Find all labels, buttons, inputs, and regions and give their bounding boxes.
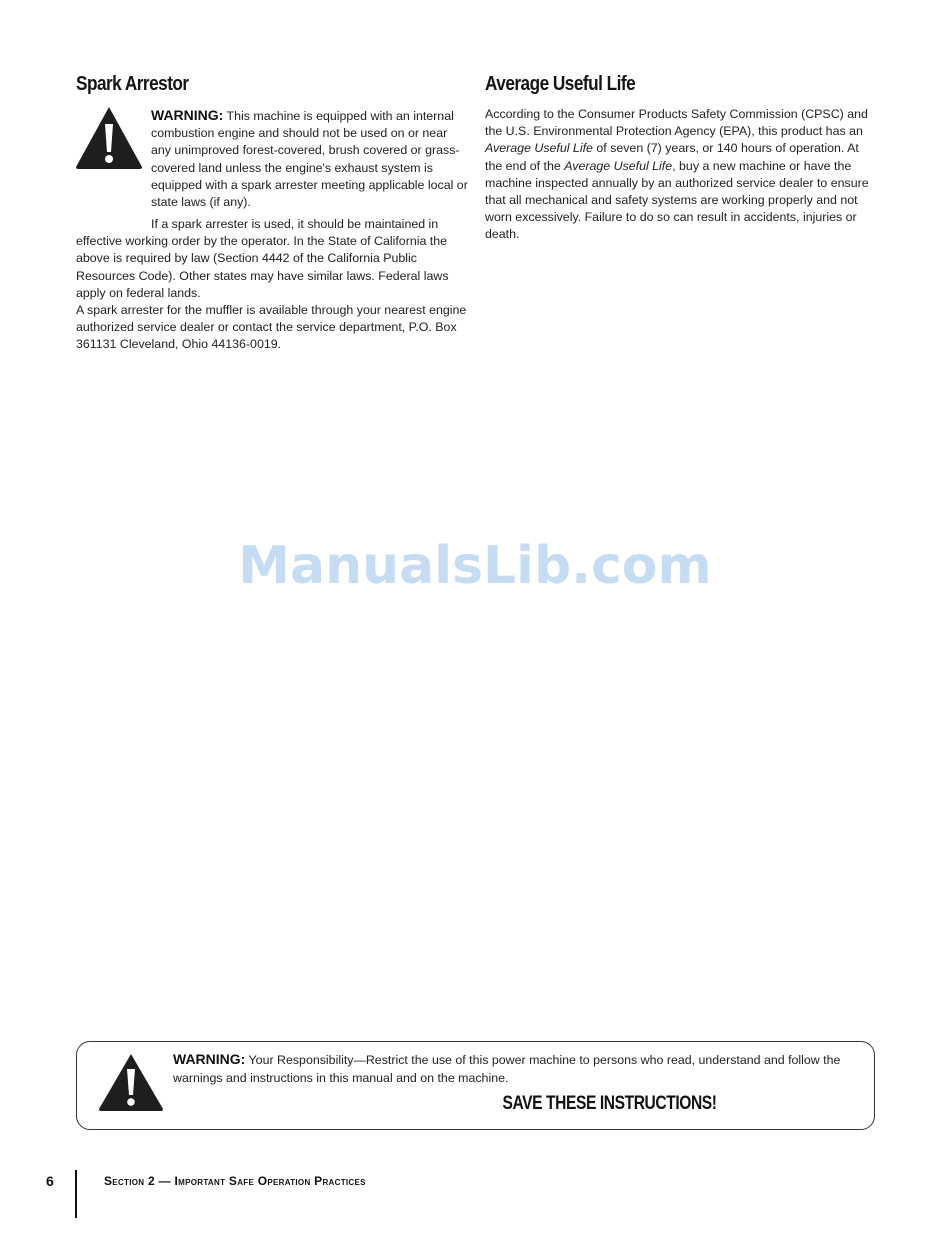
save-these-instructions [340,1093,880,1115]
spark-arrester-availability-paragraph: A spark arrester for the muffler is available through your nearest engine authorized service dealer or contact the service department, P.O. Box 361131 Cleveland, Ohio 44136-0019. [76,303,467,352]
average-useful-life-paragraph [485,106,869,244]
manualslib-watermark: ManualsLib.com [238,536,712,596]
page-number: 6 [46,1173,54,1189]
avg-italic-1: Average Useful Life [485,141,593,156]
spark-warning-block [151,107,469,211]
avg-italic-2: Average Useful Life [564,158,673,173]
warning-triangle-icon [97,1052,165,1112]
avg-text-2: of seven (7) years, or 140 hours of operation. At the end of the [485,141,859,173]
avg-text-1: According to the Consumer Products Safety Commission (CPSC) and the U.S. Environmental Protection Agency (EPA), this product has an [485,107,868,139]
spark-arrester-maintenance-paragraph: If a spark arrester is used, it should be maintained in effective working order by the operator. In the State of California the above is required by law (Section 4442 of the California Public Resources Code). Other states may have similar laws. Federal laws apply on federal lands. [76,217,449,300]
average-useful-life-heading: Average Useful Life [485,73,636,95]
responsibility-warning-text-block [173,1050,853,1087]
section-title: Section 2 — Important Safe Operation Practices [104,1174,366,1188]
avg-text-3: , buy a new machine or have the machine inspected annually by an authorized service dealer to ensure that all mechanical and safety systems are working properly and not worn excessively. Failure to do so can result in accidents, injuries or death. [485,158,869,242]
responsibility-warning-text: Your Responsibility—Restrict the use of this power machine to persons who read, understand and follow the warnings and instructions in this manual and on the machine. [173,1053,841,1085]
spark-arrestor-heading: Spark Arrestor [76,73,189,95]
warning-label: WARNING: [151,107,224,123]
warning-triangle-icon [74,104,144,170]
warning-label: WARNING: [173,1051,246,1067]
spark-warning-text: This machine is equipped with an internal combustion engine and should not be used on or near any unimproved forest-covered, brush covered or grass-covered land unless the engine's exhaust system is equipped with a spark arrester meeting applicable local or state laws (if any). [151,109,468,210]
footer-divider [75,1170,77,1218]
save-these-instructions-label: SAVE THESE INSTRUCTIONS! [502,1093,718,1114]
